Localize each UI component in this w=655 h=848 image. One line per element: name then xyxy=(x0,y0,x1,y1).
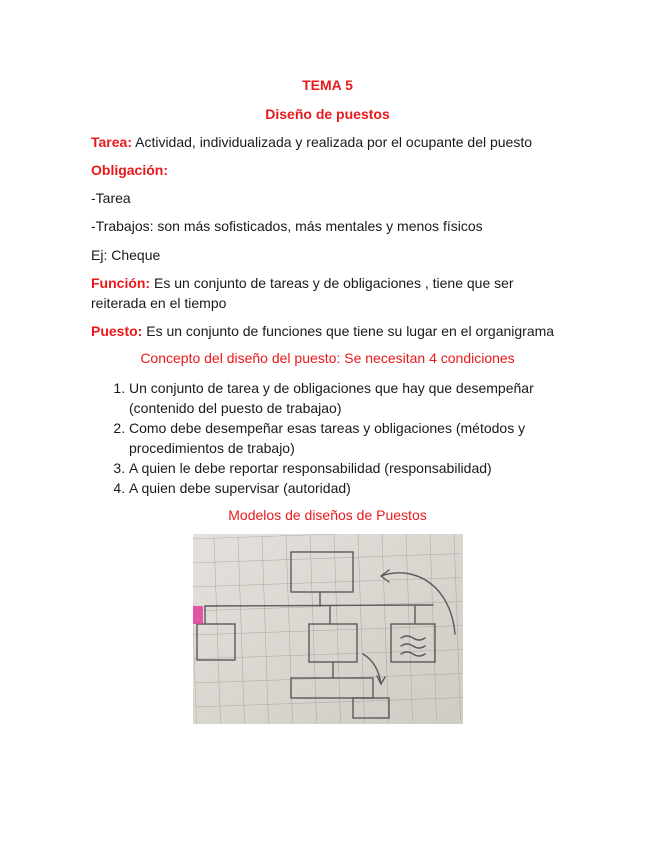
obligacion-heading xyxy=(91,160,561,180)
puesto-label: Puesto: xyxy=(91,323,143,339)
marker-tab xyxy=(193,606,203,624)
tarea-definition xyxy=(91,132,561,152)
condition-item: 3. A quien le debe reportar responsabilidad (responsabilidad) xyxy=(129,458,599,478)
document-subtitle: Diseño de puestos xyxy=(265,106,390,122)
obligacion-label: Obligación: xyxy=(91,162,168,178)
example-line: Ej: Cheque xyxy=(91,247,161,263)
document-title: TEMA 5 xyxy=(302,77,353,93)
conditions-list xyxy=(91,378,599,498)
tarea-label: Tarea: xyxy=(91,134,132,150)
condition-item: 4. A quien debe supervisar (autoridad) xyxy=(129,478,599,498)
funcion-text: Es un conjunto de tareas y de obligaciones , tiene que ser reiterada en el tiempo xyxy=(91,275,514,311)
puesto-text: Es un conjunto de funciones que tiene su lugar en el organigrama xyxy=(142,323,555,339)
concept-heading: Concepto del diseño del puesto: Se necesitan 4 condiciones xyxy=(140,350,515,366)
models-heading: Modelos de diseños de Puestos xyxy=(228,507,427,523)
funcion-label: Función: xyxy=(91,275,151,291)
tarea-item: -Tarea xyxy=(91,190,131,206)
org-chart-sketch-photo xyxy=(193,534,463,724)
trabajos-item: -Trabajos: son más sofisticados, más mentales y menos físicos xyxy=(91,218,483,234)
condition-item: 2. Como debe desempeñar esas tareas y obligaciones (métodos y procedimientos de trabajo) xyxy=(129,418,599,458)
tarea-text: Actividad, individualizada y realizada por el ocupante del puesto xyxy=(131,134,533,150)
puesto-definition xyxy=(91,321,561,341)
funcion-definition xyxy=(91,273,561,313)
horizontal-connector xyxy=(205,605,433,606)
condition-item: 1. Un conjunto de tarea y de obligaciones que hay que desempeñar (contenido del puesto de trabajao) xyxy=(129,378,599,418)
org-chart-sketch xyxy=(193,534,463,724)
